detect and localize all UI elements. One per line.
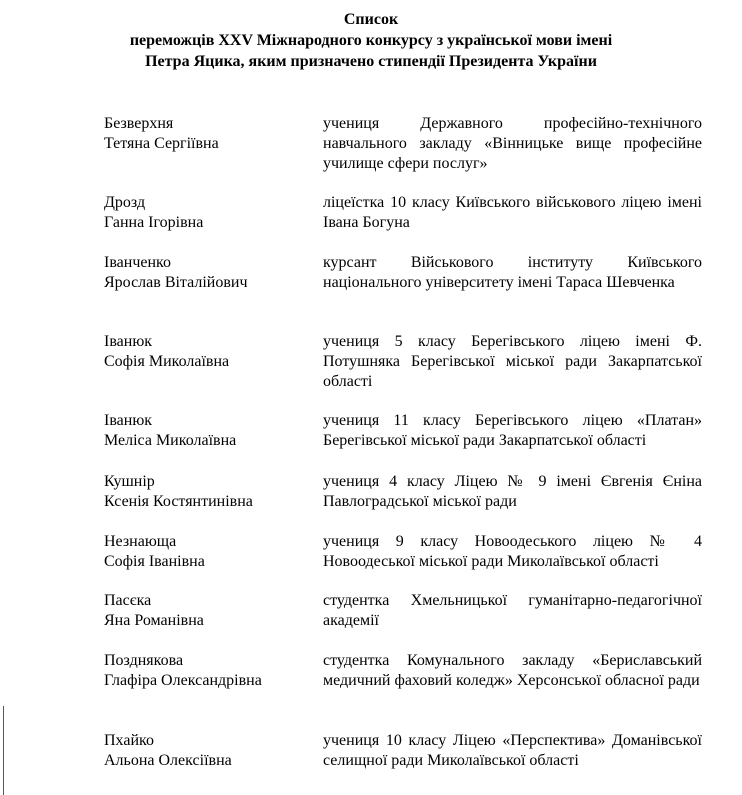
winner-given-name: Меліса Миколаївна [104, 432, 237, 449]
winner-name [104, 114, 304, 154]
winner-name [104, 532, 304, 572]
document-title [0, 9, 742, 72]
winner-name [104, 253, 304, 293]
winner-given-name: Яна Романівна [104, 612, 204, 629]
winner-description: учениця 5 класу Берегівського ліцею імені Ф. Потушняка Берегівської міської ради Закарпатської області [323, 333, 702, 390]
winner-name [104, 591, 304, 631]
winner-given-name: Ксенія Костянтинівна [104, 493, 253, 510]
winner-description: учениця 9 класу Новоодеського ліцею № 4 Новоодеської міської ради Миколаївської області [323, 533, 702, 570]
margin-rule [3, 706, 4, 795]
winner-name [104, 472, 304, 512]
winner-surname: Дрозд [104, 194, 146, 211]
winner-name [104, 193, 304, 233]
title-line-2: переможців XXV Міжнародного конкурсу з української мови імені [129, 32, 613, 49]
winner-description: учениця Державного професійно-технічного навчального закладу «Вінницьке вище професійне училище сфери послуг» [323, 115, 702, 172]
winner-surname: Кушнір [104, 473, 155, 490]
winner-surname: Безверхня [104, 115, 174, 132]
winner-description: курсант Військового інституту Київського національного університету імені Тараса Шевченка [323, 254, 702, 291]
winner-given-name: Софія Миколаївна [104, 353, 230, 370]
winner-surname: Іванюк [104, 412, 153, 429]
winner-description: учениця 11 класу Берегівського ліцею «Платан» Берегівської міської ради Закарпатської області [323, 412, 702, 449]
winner-name [104, 651, 304, 691]
winner-name [104, 731, 304, 771]
winner-surname: Іванюк [104, 333, 153, 350]
winner-surname: Пхайко [104, 732, 154, 749]
winner-description: учениця 4 класу Ліцею № 9 імені Євгенія Єніна Павлоградської міської ради [323, 473, 702, 510]
winner-given-name: Альона Олексіївна [104, 752, 232, 769]
winner-surname: Пасєка [104, 592, 152, 609]
winner-given-name: Глафіра Олександрівна [104, 672, 262, 689]
winner-surname: Іванченко [104, 254, 172, 271]
winner-surname: Незнающа [104, 533, 177, 550]
winner-given-name: Тетяна Сергіївна [104, 135, 219, 152]
winner-surname: Позднякова [104, 652, 184, 669]
title-line-1: Список [343, 11, 399, 28]
winner-description: студентка Хмельницької гуманітарно-педагогічної академії [323, 592, 702, 629]
winner-description: ліцеїстка 10 класу Київського військового ліцею імені Івана Богуна [323, 194, 702, 231]
winner-description: учениця 10 класу Ліцею «Перспектива» Доманівської селищної ради Миколаївської області [323, 732, 702, 769]
winner-given-name: Ярослав Віталійович [104, 274, 248, 291]
winner-given-name: Софія Іванівна [104, 553, 205, 570]
winner-name [104, 411, 304, 451]
winner-name [104, 332, 304, 372]
winner-given-name: Ганна Ігорівна [104, 214, 204, 231]
winner-description: студентка Комунального закладу «Бериславський медичний фаховий коледж» Херсонської обласної ради [323, 652, 702, 689]
title-line-3: Петра Яцика, яким призначено стипендії Президента України [145, 53, 597, 70]
